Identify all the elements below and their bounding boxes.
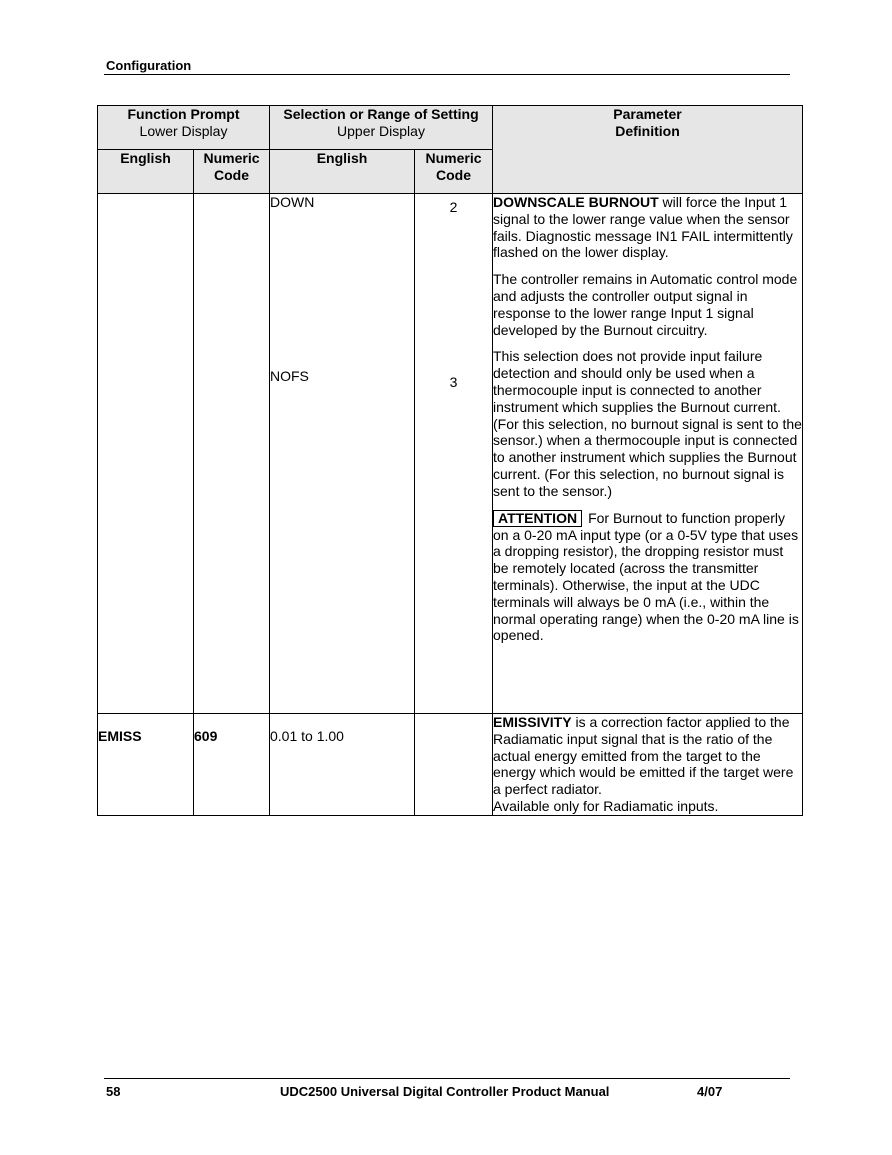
emissivity-term: EMISSIVITY: [493, 714, 572, 730]
emissivity-note: Available only for Radiamatic inputs.: [493, 797, 719, 814]
footer-date: 4/07: [697, 1084, 723, 1099]
definition-paragraph-1-text: will force the Input 1 signal to the lower range value when the sensor fails. Diagnostic message IN1 FAIL intermittently flashed on the lower display.: [493, 194, 793, 261]
selection-range-label: Selection or Range of Setting: [283, 106, 479, 122]
table-header-row-1: [98, 106, 803, 150]
page-header-title: Configuration: [106, 58, 192, 73]
prompt-english-cell: [98, 714, 194, 816]
prompt-code-609: 609: [194, 728, 218, 744]
function-prompt-header: [98, 106, 270, 150]
emissivity-text: is a correction factor applied to the Radiamatic input signal that is the ratio of the actual energy emitted from the target to the energy which would be emitted if the target were a perfect radiator.: [493, 714, 794, 798]
selection-nofs: NOFS: [270, 368, 309, 384]
numeric-label-2: Numeric: [425, 150, 482, 166]
definition-cell: [493, 194, 803, 714]
header-rule: [104, 74, 790, 75]
code-nofs: 3: [449, 374, 458, 390]
definition-cell-emissivity: [493, 714, 803, 816]
english-header-2: [270, 150, 415, 194]
definition-label: Definition: [615, 122, 680, 139]
selection-range-cell: [270, 714, 415, 816]
prompt-code-cell: [194, 714, 270, 816]
numeric-code-header-2: [415, 150, 493, 194]
table-row: [98, 194, 803, 714]
prompt-english-cell-empty: [98, 194, 194, 714]
footer-page-number: 58: [106, 1084, 121, 1099]
footer-manual-title: UDC2500 Universal Digital Controller Product Manual: [280, 1084, 610, 1099]
numeric-code-header-1: [194, 150, 270, 194]
table-row: [98, 714, 803, 816]
prompt-emiss: EMISS: [98, 728, 142, 744]
parameter-label: Parameter: [613, 106, 682, 122]
selection-english-cell: [270, 194, 415, 714]
parameter-definition-header: [493, 106, 803, 194]
code-label-1: Code: [214, 166, 249, 183]
footer-rule: [104, 1078, 790, 1079]
english-header-2-label: English: [316, 150, 368, 166]
attention-badge: ATTENTION: [493, 510, 582, 527]
selection-code-cell-empty: [415, 714, 493, 816]
code-label-2: Code: [436, 166, 471, 183]
downscale-burnout-term: DOWNSCALE BURNOUT: [493, 194, 659, 210]
definition-paragraph-4: [493, 510, 802, 645]
code-down: 2: [449, 199, 458, 215]
range-value: 0.01 to 1.00: [270, 728, 344, 744]
lower-display-label: Lower Display: [139, 122, 228, 139]
selection-down: DOWN: [270, 194, 315, 210]
selection-code-cell: [415, 194, 493, 714]
definition-paragraph-2: The controller remains in Automatic control mode and adjusts the controller output signal in response to the lower range Input 1 signal developed by the Burnout circuitry.: [493, 271, 798, 338]
parameter-table: [97, 105, 803, 816]
selection-range-header: [270, 106, 493, 150]
english-header-1: [98, 150, 194, 194]
definition-paragraph-1: [493, 194, 802, 261]
upper-display-label: Upper Display: [337, 122, 425, 139]
function-prompt-label: Function Prompt: [127, 106, 240, 122]
prompt-code-cell-empty: [194, 194, 270, 714]
numeric-label-1: Numeric: [203, 150, 260, 166]
emissivity-definition: [493, 714, 802, 798]
definition-paragraph-3: This selection does not provide input failure detection and should only be used when a thermocouple input is connected to another instrument which supplies the Burnout current. (For this selection, no burnout signal is sent to the sensor.) when a thermocouple input is connected to another instrument which supplies the Burnout current. (For this selection, no burnout signal is sent to the sensor.): [493, 348, 802, 499]
english-header-1-label: English: [120, 150, 171, 166]
definition-paragraph-4-text: For Burnout to function properly on a 0-20 mA input type (or a 0-5V type that uses a dropping resistor), the dropping resistor must be remotely located (across the transmitter terminals). Otherwise, the input at the UDC terminals will always be 0 mA (i.e., within the normal operating range) when the 0-20 mA line is opened.: [493, 509, 799, 644]
